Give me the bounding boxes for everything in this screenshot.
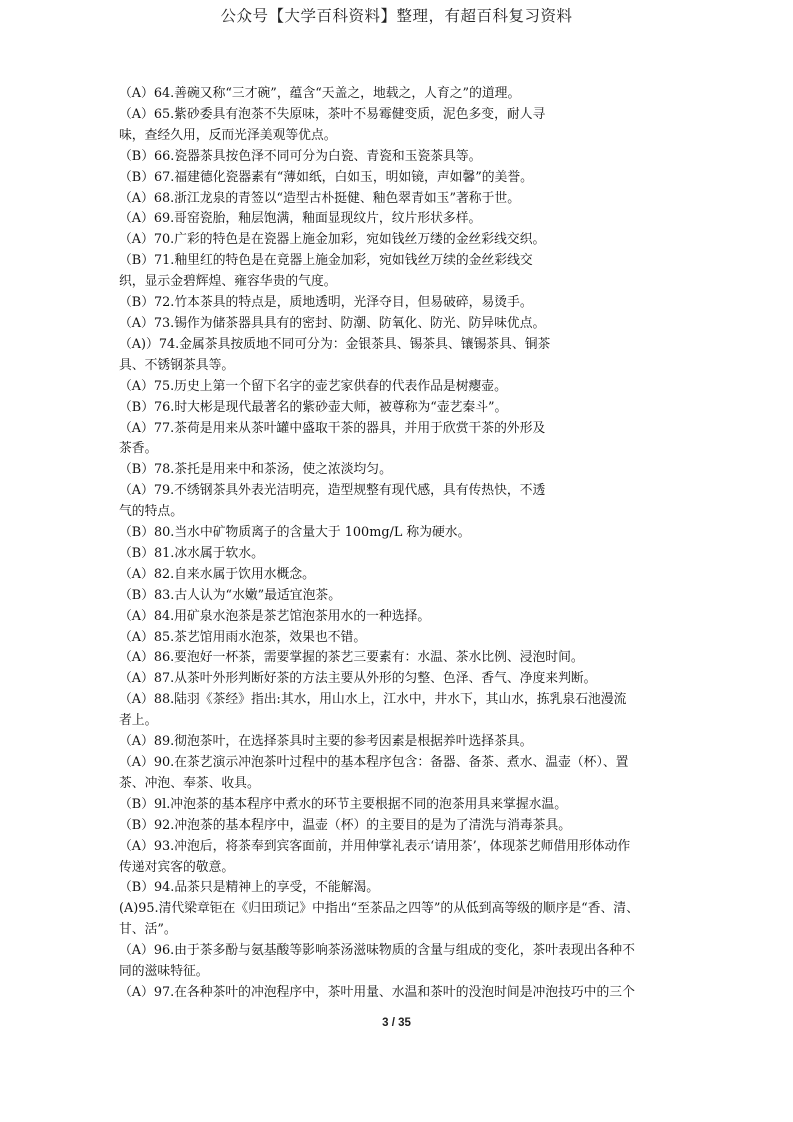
question-line: （A）84.用矿泉水泡茶是茶艺馆泡茶用水的一种选择。 bbox=[119, 608, 431, 624]
question-item bbox=[119, 293, 693, 314]
question-line: （A）89.彻泡茶叶，在选择茶具时主要的参考因素是根据养叶选择茶具。 bbox=[119, 734, 533, 750]
page-number: 3 / 35 bbox=[382, 1017, 411, 1029]
question-item bbox=[119, 544, 693, 565]
question-item bbox=[119, 84, 693, 105]
question-item bbox=[119, 586, 693, 607]
question-line: （B）81.冰水属于软水。 bbox=[119, 545, 264, 561]
question-item bbox=[119, 523, 693, 544]
question-item bbox=[119, 648, 693, 669]
question-item bbox=[119, 398, 693, 419]
question-line: （B）67.福建德化瓷器素有“薄如纸，白如玉，明如镜，声如馨”的美誉。 bbox=[119, 169, 533, 185]
question-line: （A）86.要泡好一杯茶，需要掌握的茶艺三要素有：水温、茶水比例、浸泡时间。 bbox=[119, 650, 584, 666]
question-line: （A）79.不绣钢茶具外表光洁明亮，造型规整有现代感，具有传热快，不透 bbox=[119, 483, 546, 499]
question-item bbox=[119, 669, 693, 690]
question-item bbox=[119, 377, 693, 398]
question-line: (A)95.清代梁章钜在《归田琐记》中指出“至茶品之四等”的从低到高等级的顺序是“香、清、 bbox=[119, 901, 639, 917]
question-item bbox=[119, 941, 693, 983]
page-header: 公众号【大学百科资料】整理，有超百科复习资料 bbox=[220, 7, 573, 25]
question-line: （A）82.自来水属于饮用水概念。 bbox=[119, 566, 315, 582]
question-line: （B）83.古人认为“水嫩”最适宜泡茶。 bbox=[119, 587, 341, 603]
question-item bbox=[119, 105, 693, 147]
question-line: 传递对宾客的敬意。 bbox=[119, 859, 235, 875]
question-line: （B）80.当水中矿物质离子的含量大于 100mg/L 称为硬水。 bbox=[119, 525, 471, 541]
question-item bbox=[119, 607, 693, 628]
question-line: （B）76.时大彬是现代最著名的紫砂壶大师，被尊称为“壶艺秦斗”。 bbox=[119, 399, 508, 415]
question-item bbox=[119, 314, 693, 335]
question-line: （A）77.茶荷是用来从茶叶罐中盛取干茶的器具，并用于欣赏干茶的外形及 bbox=[119, 420, 546, 436]
question-line: （B）9l.冲泡茶的基本程序中煮水的环节主要根据不同的泡茶用具来掌握水温。 bbox=[119, 796, 568, 812]
question-line: （B）66.瓷器茶具按色泽不同可分为白瓷、青瓷和玉瓷茶具等。 bbox=[119, 148, 482, 164]
question-item bbox=[119, 628, 693, 649]
question-item bbox=[119, 230, 693, 251]
question-line: （A)）74.金属茶具按质地不同可分为：金银茶具、锡茶具、镶锡茶具、铜茶 bbox=[119, 336, 551, 352]
question-line: （B）71.釉里红的特色是在竟器上施金加彩，宛如钱丝万续的金丝彩线交 bbox=[119, 253, 533, 269]
question-item bbox=[119, 209, 693, 230]
question-line: 具、不锈钢茶具等。 bbox=[119, 357, 235, 373]
question-line: （A）75.历史上第一个留下名字的壶艺家供春的代表作品是树瘿壶。 bbox=[119, 378, 507, 394]
question-line: （A）65.紫砂委具有泡茶不失原味，茶叶不易霉健变质，泥色多变，耐人寻 bbox=[119, 106, 546, 122]
question-line: 同的滋味特征。 bbox=[119, 964, 209, 980]
question-line: （A）85.茶艺馆用雨水泡茶，效果也不错。 bbox=[119, 629, 367, 645]
question-line: （A）64.善碗又称“三才碗”，蕴含“天盖之，地载之，人育之”的道理。 bbox=[119, 86, 521, 101]
question-line: （A）97.在各种茶叶的冲泡程序中，茶叶用量、水温和茶叶的没泡时间是冲泡技巧中的三个 bbox=[119, 984, 635, 1000]
question-item bbox=[119, 481, 693, 523]
question-item bbox=[119, 983, 693, 1004]
question-item bbox=[119, 419, 693, 461]
question-item bbox=[119, 795, 693, 816]
question-line: （B）92.冲泡茶的基本程序中，温壶（杯）的主要目的是为了清洗与消毒茶具。 bbox=[119, 817, 572, 833]
question-line: （A）88.陆羽《茶经》指出:其水，用山水上，江水中，井水下，其山水，拣乳泉石池漫流 bbox=[119, 692, 627, 708]
question-item bbox=[119, 168, 693, 189]
question-item bbox=[119, 732, 693, 753]
question-item bbox=[119, 878, 693, 899]
question-line: （A）69.哥窑瓷胎，釉层饱满，釉面显现纹片，纹片形状多样。 bbox=[119, 211, 482, 227]
question-item bbox=[119, 565, 693, 586]
question-item bbox=[119, 147, 693, 168]
question-line: （A）96.由于茶多酚与氨基酸等影响茶汤滋味物质的含量与组成的变化，茶叶表现出各种不 bbox=[119, 943, 635, 959]
question-line: 气的特点。 bbox=[119, 504, 183, 520]
question-line: 织，显示金碧辉煌、雍容华贵的气度。 bbox=[119, 274, 337, 290]
question-line: 茶、冲泡、奉茶、收具。 bbox=[119, 775, 260, 791]
question-line: （A）87.从茶叶外形判断好茶的方法主要从外形的匀整、色泽、香气、净度来判断。 bbox=[119, 671, 597, 687]
question-item bbox=[119, 690, 693, 732]
question-item bbox=[119, 251, 693, 293]
question-line: 甘、活”。 bbox=[119, 922, 177, 938]
question-item bbox=[119, 335, 693, 377]
question-item bbox=[119, 899, 693, 941]
question-item bbox=[119, 189, 693, 210]
question-line: （B）78.茶托是用来中和茶汤，使之浓淡均匀。 bbox=[119, 462, 392, 478]
question-item bbox=[119, 460, 693, 481]
question-line: （A）68.浙江龙泉的青签以“造型古朴挺健、釉色翠青如玉”著称于世。 bbox=[119, 190, 520, 206]
question-line: （A）70.广彩的特色是在瓷器上施金加彩，宛如钱丝万缕的金丝彩线交织。 bbox=[119, 232, 546, 248]
question-line: （A）93.冲泡后，将茶奉到宾客面前，并用伸掌礼表示‘请用茶’，体现茶艺师借用形体动作 bbox=[119, 838, 631, 854]
question-item bbox=[119, 816, 693, 837]
question-line: 味，查经久用，反而光泽美观等优点。 bbox=[119, 127, 337, 143]
question-line: 者上。 bbox=[119, 713, 158, 729]
question-line: （B）94.品茶只是精神上的享受，不能解渴。 bbox=[119, 880, 380, 896]
question-line: （A）73.锡作为储茶器具具有的密封、防潮、防氧化、防光、防异味优点。 bbox=[119, 315, 546, 331]
question-line: 茶香。 bbox=[119, 441, 158, 457]
question-list bbox=[119, 84, 693, 1004]
question-item bbox=[119, 753, 693, 795]
question-line: （A）90.在茶艺演示冲泡茶叶过程中的基本程序包含：备器、备茶、煮水、温壶（杯）、置 bbox=[119, 755, 629, 770]
question-line: （B）72.竹本茶具的特点是，质地透明，光泽夺目，但易破碎，易烫手。 bbox=[119, 295, 533, 311]
question-item bbox=[119, 837, 693, 879]
